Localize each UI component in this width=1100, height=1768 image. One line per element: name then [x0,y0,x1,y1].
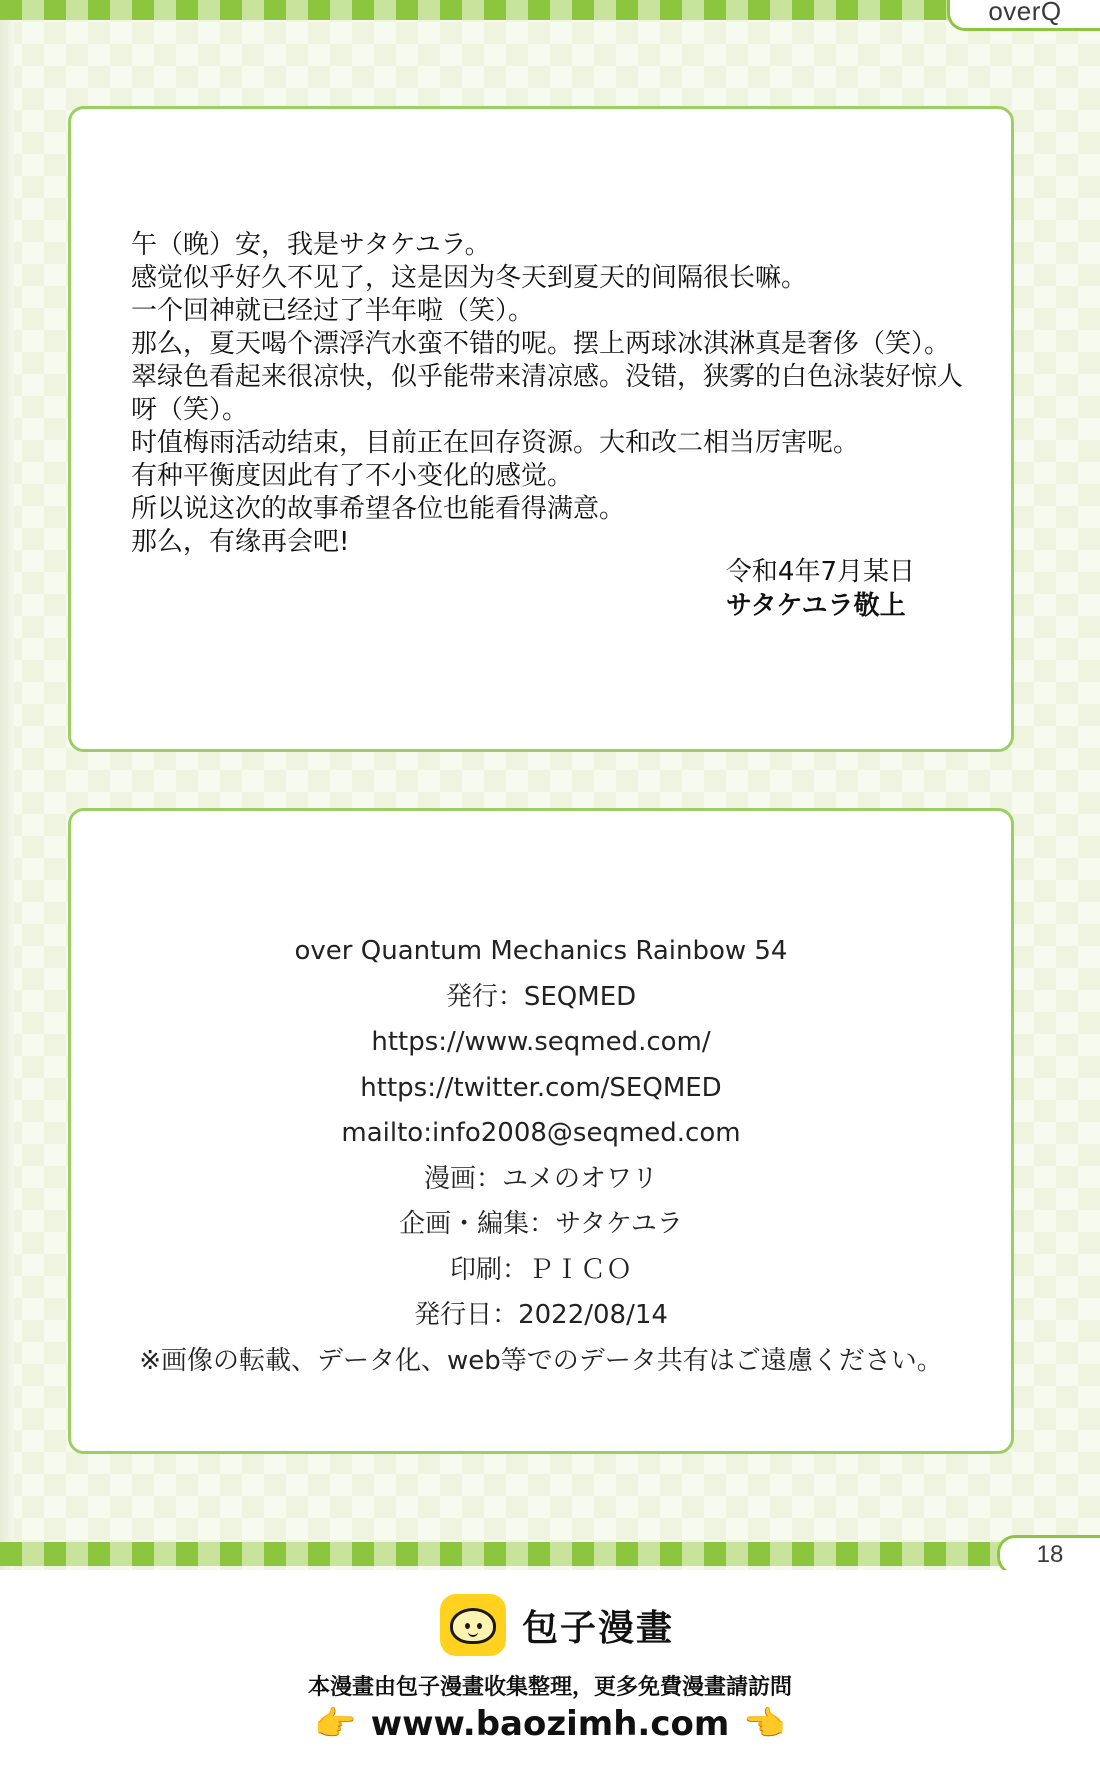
site-footer-banner [0,1570,1100,1768]
bun-mouth-icon [468,1630,478,1637]
colophon-mail: mailto:info2008@seqmed.com [341,1118,741,1148]
colophon-date: 発行日：2022/08/14 [414,1300,668,1330]
bun-eye-icon [477,1623,482,1629]
afterword-box [68,106,1014,752]
colophon-artist: 漫画：ユメのオワリ [423,1163,658,1194]
afterword-date: 令和4年7月某日 [725,557,915,587]
promo-text: 本漫畫由包子漫畫收集整理，更多免費漫畫請訪問 [307,1675,792,1700]
colophon-twitter: https://twitter.com/SEQMED [360,1072,722,1103]
colophon-notice: ※画像の転載、データ化、web等でのデータ共有はご遠慮ください。 [139,1345,943,1376]
pointing-right-hand-icon: 👉 [314,1704,357,1744]
site-url-link[interactable]: www.baozimh.com [370,1704,730,1744]
bun-face-icon [450,1608,496,1644]
bun-eye-icon [465,1623,470,1629]
afterword-line: 那么，有缘再会吧! [131,527,350,557]
brand-logo[interactable] [440,1590,674,1660]
afterword-line: 午（晚）安，我是サタケユラ。 [131,230,491,260]
page-number: 18 [997,1535,1100,1570]
afterword-signoff [726,555,915,623]
bun-mascot-icon [440,1594,506,1656]
afterword-line: 有种平衡度因此有了不小变化的感觉。 [131,461,574,491]
colophon-editor: 企画・編集：サタケユラ [399,1209,683,1239]
afterword-text [131,229,991,559]
afterword-line: 翠绿色看起来很凉快，似乎能带来清凉感。没错，狭雾的白色泳装好惊人 [131,362,964,392]
afterword-line: 所以说这次的故事希望各位也能看得满意。 [131,494,626,524]
colophon-text [71,929,1011,1384]
colophon-website: https://www.seqmed.com/ [371,1027,711,1057]
top-checker-stripe [0,0,1100,20]
afterword-line: 感觉似乎好久不见了，这是因为冬天到夏天的间隔很长嘛。 [131,263,808,293]
overq-logo: overQ [947,0,1100,31]
colophon-box [68,808,1014,1454]
afterword-signature: サタケユラ敬上 [725,591,906,621]
afterword-line: 那么，夏天喝个漂浮汽水蛮不错的呢。摆上两球冰淇淋真是奢侈（笑）。 [131,329,951,359]
colophon-publisher: 発行：SEQMED [445,981,637,1012]
afterword-line: 时值梅雨活动结束，目前正在回存资源。大和改二相当厉害呢。 [131,428,860,458]
bottom-checker-stripe [0,1542,1100,1566]
page-binding-edge [0,0,14,1570]
pointing-left-hand-icon: 👈 [743,1704,786,1744]
afterword-line: 呀（笑）。 [131,395,249,425]
afterword-line: 一个回神就已经过了半年啦（笑）。 [131,296,535,326]
brand-name: 包子漫畫 [522,1607,675,1649]
colophon-printer: 印刷：ＰＩＣＯ [449,1254,632,1285]
colophon-title: over Quantum Mechanics Rainbow 54 [294,936,788,966]
site-link-row [0,1704,1100,1744]
